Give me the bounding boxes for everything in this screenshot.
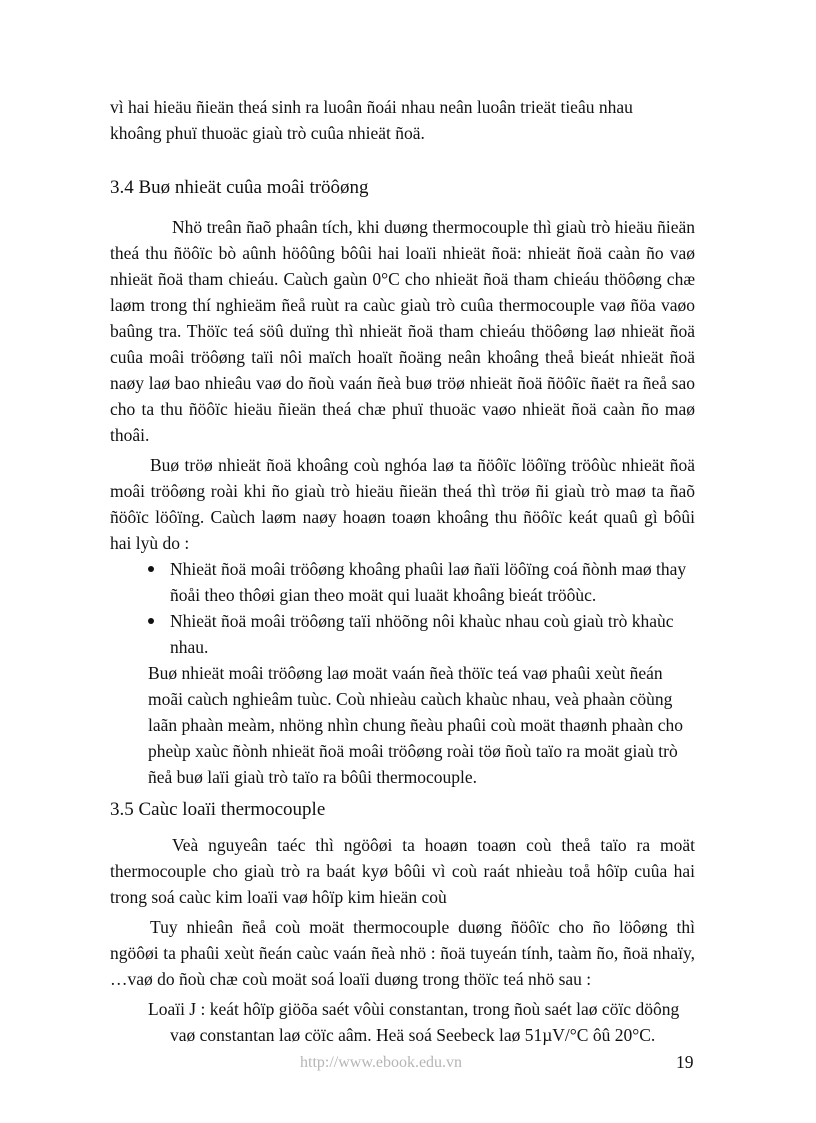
list-item bbox=[110, 556, 695, 608]
spacer bbox=[110, 202, 695, 214]
section-3-5-paragraph-2: Tuy nhieân ñeå coù moät thermocouple duøng ñöôïc cho ño löôøng thì ngöôøi ta phaûi xeùt ñeán caùc vaán ñeà nhö : ñoä tuyeán tính, taàm ño, ñoä nhaïy, …vaø do ñoù chæ coù moät soá loaïi duøng trong thöïc teá nhö sau : bbox=[110, 917, 695, 989]
spacer bbox=[110, 824, 695, 832]
spacer bbox=[110, 146, 695, 174]
section-heading-3-5: 3.5 Caùc loaïi thermocouple bbox=[110, 799, 326, 820]
page-content bbox=[110, 94, 695, 1048]
intro-line-2: khoâng phuï thuoäc giaù trò cuûa nhieät ñoä. bbox=[110, 123, 425, 143]
bullet-list bbox=[110, 556, 695, 660]
page-number: 19 bbox=[676, 1052, 694, 1072]
section-3-5-paragraph-1: Veà nguyeân taéc thì ngöôøi ta hoaøn toaøn coù theå taïo ra moät thermocouple cho giaù trò ra baát kyø bôûi vì coù raát nhieàu toå hôïp cuûa hai trong soá caùc kim loaïi vaø hôïp kim hieän coù bbox=[110, 835, 695, 907]
type-j-line-1: Loaïi J : keát hôïp giöõa saét vôùi constantan, trong ñoù saét laø cöïc döông bbox=[148, 999, 680, 1019]
type-j-block bbox=[110, 996, 695, 1048]
footer-url: http://www.ebook.edu.vn bbox=[300, 1054, 463, 1071]
section-3-4-paragraph-2: Buø tröø nhieät ñoä khoâng coù nghóa laø ta ñöôïc löôïng tröôùc nhieät ñoä moâi tröôøng roài khi ño giaù trò hieäu ñieän theá thì tröø ñi giaù trò maø ta ñaõ ñöôïc löôïng. Caùch laøm naøy hoaøn toaøn khoâng thu ñöôïc keát quaû gì bôûi hai lyù do : bbox=[110, 455, 695, 553]
bullet-icon bbox=[148, 566, 154, 572]
section-heading-3-4: 3.4 Buø nhieät cuûa moâi tröôøng bbox=[110, 177, 369, 198]
list-item bbox=[110, 608, 695, 660]
section-3-4-paragraph-3: Buø nhieät moâi tröôøng laø moät vaán ñeà thöïc teá vaø phaûi xeùt ñeán moãi caùch nghieâm tuùc. Coù nhieàu caùch khaùc nhau, veà phaàn cöùng laãn phaàn meàm, nhöng nhìn chung ñeàu phaûi coù moät thaønh phaàn cho pheùp xaùc ñònh nhieät ñoä moâi tröôøng roài töø ñoù taïo ra moät giaù trò ñeå buø laïi giaù trò taïo ra bôûi thermocouple. bbox=[148, 663, 684, 787]
intro-line-1: vì hai hieäu ñieän theá sinh ra luoân ñoái nhau neân luoân trieät tieâu nhau bbox=[110, 97, 633, 117]
type-j-line-2: vaø constantan laø cöïc aâm. Heä soá Seebeck laø 51µV/°C ôû 20°C. bbox=[170, 1025, 656, 1045]
bullet-icon bbox=[148, 618, 154, 624]
bullet-text-1: Nhieät ñoä moâi tröôøng khoâng phaûi laø ñaïi löôïng coá ñònh maø thay ñoåi theo thôøi gian theo moät qui luaät khoâng bieát tröôùc. bbox=[170, 559, 687, 605]
bullet-text-2: Nhieät ñoä moâi tröôøng taïi nhöõng nôi khaùc nhau coù giaù trò khaùc nhau. bbox=[170, 611, 674, 657]
section-3-4-paragraph-1: Nhö treân ñaõ phaân tích, khi duøng thermocouple thì giaù trò hieäu ñieän theá thu ñöôïc bò aûnh höôûng bôûi hai loaïi nhieät ñoä: nhieät ñoä caàn ño vaø nhieät ñoä tham chieáu. Caùch gaùn 0°C cho nhieät ñoä tham chieáu thöôøng chæ laøm trong thí nghieäm ñeå ruùt ra caùc giaù trò cuûa thermocouple vaø ñöa vaøo baûng tra. Thöïc teá söû duïng thì nhieät ñoä tham chieáu thöôøng laø nhieät ñoä cuûa moâi tröôøng taïi nôi maïch hoaït ñoäng neân khoâng theå bieát nhieät ñoä naøy laø bao nhieâu vaø do ñoù vaán ñeà buø tröø nhieät ñoä ñöôïc ñaët ra ñeå sao cho ta thu ñöôïc hieäu ñieän theá chæ phuï thuoäc vaøo nhieät ñoä caàn ño maø thoâi. bbox=[110, 217, 695, 445]
